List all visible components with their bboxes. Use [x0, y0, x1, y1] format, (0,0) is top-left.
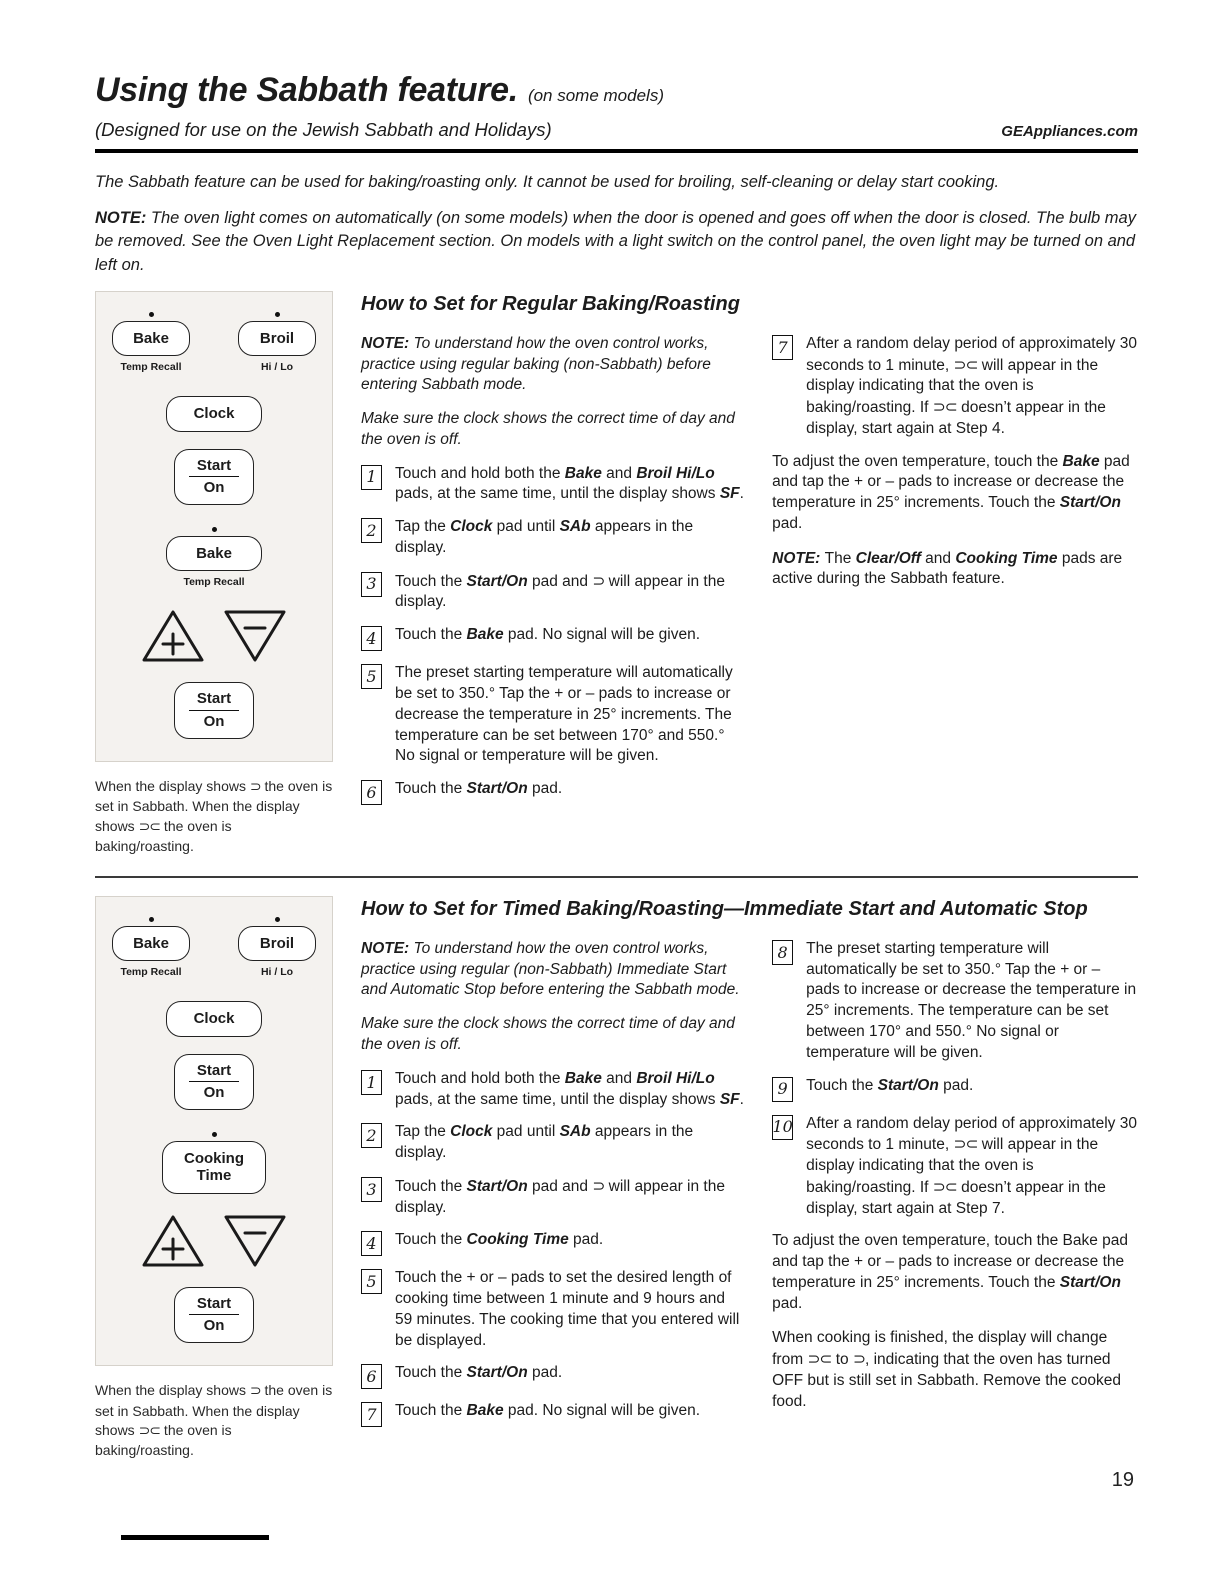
step-text: Touch the Start/On pad and ⊃ will appear in the display. [395, 1176, 725, 1216]
steps-column-left [361, 334, 746, 817]
step-text: Touch the + or – pads to set the desired length of cooking time between 1 minute and 9 hours and 59 minutes. The cooking time that you entered will be displayed. [395, 1269, 740, 1349]
header-rule [95, 149, 1138, 153]
indicator-dot [212, 527, 217, 532]
step-item [361, 1069, 746, 1111]
step-number: 2 [361, 1123, 382, 1148]
panel-start-on-button [174, 1054, 254, 1111]
step-text: Touch the Start/On pad. [806, 1076, 974, 1094]
step-item [772, 1076, 1138, 1102]
panel-clock-button: Clock [166, 396, 262, 431]
panel-start-label: Start [189, 1295, 239, 1315]
panel-column-2 [95, 896, 333, 1460]
step-text: Touch the Start/On pad. [395, 780, 563, 798]
page-header [95, 68, 1138, 153]
step-text: The preset starting temperature will automatically be set to 350.° Tap the + or – pads to increase or decrease the temperature in 25° increments. The temperature can be set between 170° and 550.° No signal or temperature will be given. [806, 939, 1137, 1061]
steps-list [772, 939, 1138, 1219]
panel-mid-button: Bake [166, 536, 262, 571]
step-item [361, 625, 746, 651]
section-timed-baking [95, 896, 1138, 1460]
step-item [772, 939, 1138, 1064]
body-paragraph: To adjust the oven temperature, touch the Bake pad and tap the + or – pads to increase or decrease the temperature in 25° increments. Touch the Start/On pad. [772, 1232, 1128, 1312]
step-item [361, 1363, 746, 1389]
step-item [361, 1268, 746, 1351]
step-text: Touch the Start/On pad. [395, 1364, 563, 1382]
plus-triangle-icon [140, 1212, 206, 1270]
step-number: 7 [772, 335, 793, 360]
intro-note-paragraph: NOTE: The oven light comes on automatically (on some models) when the door is opened and goes off when the door is closed. The bulb may be removed. See the Oven Light Replacement section. On models with a light switch on the control panel, the oven light may be turned on and left on. [95, 208, 1136, 274]
step-text: Touch and hold both the Bake and Broil Hi/Lo pads, at the same time, until the display shows SF. [395, 1069, 744, 1108]
prerequisite-text: Make sure the clock shows the correct time of day and the oven is off. [361, 1015, 735, 1053]
panel-broil-sublabel: Hi / Lo [260, 966, 294, 979]
section-content-2 [361, 896, 1138, 1460]
panel-broil-sublabel: Hi / Lo [260, 361, 294, 374]
panel-start-on-button [174, 1287, 254, 1344]
step-number: 6 [361, 780, 382, 805]
step-text: After a random delay period of approximately 30 seconds to 1 minute, ⊃⊂ will appear in the display indicating that the oven is baking/roasting. If ⊃⊂ doesn’t appear in the display, start again at Step 7. [806, 1114, 1137, 1217]
step-number: 2 [361, 518, 382, 543]
step-item [361, 663, 746, 767]
step-item [361, 1122, 746, 1164]
section-regular-baking [95, 291, 1138, 856]
panel-mid-sublabel: Temp Recall [183, 576, 245, 589]
minus-triangle-icon [222, 1212, 288, 1270]
panel-caption: When the display shows ⊃ the oven is set in Sabbath. When the display shows ⊃⊂ the oven is baking/roasting. [95, 1382, 333, 1459]
step-number: 8 [772, 940, 793, 965]
panel-start-label: Start [189, 690, 239, 710]
body-paragraph: NOTE: The Clear/Off and Cooking Time pads are active during the Sabbath feature. [772, 549, 1123, 588]
step-number: 4 [361, 1231, 382, 1256]
step-number: 5 [361, 664, 382, 689]
step-item [361, 571, 746, 614]
page-title: Using the Sabbath feature. [95, 71, 518, 109]
control-panel-illustration-2 [95, 896, 333, 1366]
steps-list [361, 464, 746, 805]
step-number: 9 [772, 1077, 793, 1102]
page-number: 19 [1111, 1469, 1134, 1492]
panel-caption: When the display shows ⊃ the oven is set in Sabbath. When the display shows ⊃⊂ the oven is baking/roasting. [95, 777, 333, 854]
step-item [361, 1230, 746, 1256]
page-title-note: (on some models) [527, 86, 664, 105]
section-divider [95, 876, 1138, 878]
step-text: Tap the Clock pad until SAb appears in the display. [395, 1123, 694, 1162]
section-note: NOTE: To understand how the oven control works, practice using regular baking (non-Sabbath) before entering Sabbath mode. [361, 334, 711, 394]
panel-bake-sublabel: Temp Recall [120, 361, 182, 374]
panel-on-label: On [203, 712, 225, 730]
step-text: The preset starting temperature will automatically be set to 350.° Tap the + or – pads to increase or decrease the temperature in 25° increments. The temperature can be set between 170° and 550.° No signal or temperature will be given. [395, 664, 733, 765]
step-text: Touch the Start/On pad and ⊃ will appear in the display. [395, 571, 725, 611]
panel-column-1 [95, 291, 333, 856]
body-paragraph: To adjust the oven temperature, touch the Bake pad and tap the + or – pads to increase or decrease the temperature in 25° increments. Touch the Start/On pad. [772, 452, 1130, 532]
footer-print-mark [121, 1535, 269, 1540]
steps-list [772, 334, 1138, 440]
indicator-dot [275, 312, 280, 317]
step-item [772, 1114, 1138, 1220]
panel-start-on-button [174, 682, 254, 739]
prerequisite-text: Make sure the clock shows the correct time of day and the oven is off. [361, 410, 735, 448]
paragraph-list [772, 1231, 1138, 1412]
panel-cooking-time-button: Cooking Time [162, 1141, 266, 1194]
panel-bake-sublabel: Temp Recall [120, 966, 182, 979]
step-item [361, 1401, 746, 1427]
plus-triangle-icon [140, 607, 206, 665]
panel-clock-button: Clock [166, 1001, 262, 1036]
step-number: 7 [361, 1402, 382, 1427]
section-content-1 [361, 291, 1138, 856]
section-heading: How to Set for Regular Baking/Roasting [361, 293, 740, 316]
indicator-dot [275, 917, 280, 922]
minus-triangle-icon [222, 607, 288, 665]
intro-text [95, 171, 1138, 277]
step-item [361, 779, 746, 805]
steps-list [361, 1069, 746, 1428]
section-note: NOTE: To understand how the oven control works, practice using regular (non-Sabbath) Immediate Start and Automatic Stop before entering the Sabbath mode. [361, 939, 740, 999]
step-number: 10 [772, 1115, 793, 1140]
indicator-dot [149, 312, 154, 317]
intro-paragraph: The Sabbath feature can be used for baking/roasting only. It cannot be used for broiling, self-cleaning or delay start cooking. [95, 173, 1000, 192]
panel-on-label: On [203, 1083, 225, 1101]
steps-column-right [772, 939, 1138, 1439]
panel-on-label: On [203, 478, 225, 496]
page-subtitle: (Designed for use on the Jewish Sabbath and Holidays) [95, 118, 552, 140]
step-number: 1 [361, 1070, 382, 1095]
panel-on-label: On [203, 1316, 225, 1334]
step-item [361, 1176, 746, 1219]
website-text: GEAppliances.com [1001, 122, 1138, 140]
control-panel-illustration-1 [95, 291, 333, 762]
section-heading: How to Set for Timed Baking/Roasting—Immediate Start and Automatic Stop [361, 898, 1088, 921]
panel-bake-button: Bake [112, 926, 190, 961]
step-text: Touch the Cooking Time pad. [395, 1231, 604, 1249]
step-number: 3 [361, 572, 382, 597]
paragraph-list [772, 452, 1138, 591]
steps-column-right [772, 334, 1138, 817]
step-number: 6 [361, 1364, 382, 1389]
body-paragraph: When cooking is finished, the display will change from ⊃⊂ to ⊃, indicating that the oven has turned OFF but is still set in Sabbath. Remove the cooked food. [772, 1329, 1122, 1410]
panel-broil-button: Broil [238, 926, 316, 961]
indicator-dot [212, 1132, 217, 1137]
step-item [361, 464, 746, 506]
step-text: Touch the Bake pad. No signal will be given. [395, 1402, 701, 1420]
step-text: Touch the Bake pad. No signal will be given. [395, 626, 701, 644]
panel-bake-button: Bake [112, 321, 190, 356]
panel-start-label: Start [189, 457, 239, 477]
panel-start-label: Start [189, 1062, 239, 1082]
steps-column-left [361, 939, 746, 1439]
step-number: 3 [361, 1177, 382, 1202]
step-number: 1 [361, 465, 382, 490]
panel-broil-button: Broil [238, 321, 316, 356]
step-number: 4 [361, 626, 382, 651]
panel-start-on-button [174, 449, 254, 506]
step-item [361, 517, 746, 559]
indicator-dot [149, 917, 154, 922]
step-item [772, 334, 1138, 440]
step-text: Touch and hold both the Bake and Broil Hi/Lo pads, at the same time, until the display shows SF. [395, 464, 744, 503]
step-number: 5 [361, 1269, 382, 1294]
step-text: Tap the Clock pad until SAb appears in the display. [395, 518, 694, 556]
step-text: After a random delay period of approximately 30 seconds to 1 minute, ⊃⊂ will appear in the display indicating that the oven is baking/roasting. If ⊃⊂ doesn’t appear in the display, start again at Step 4. [806, 334, 1137, 437]
